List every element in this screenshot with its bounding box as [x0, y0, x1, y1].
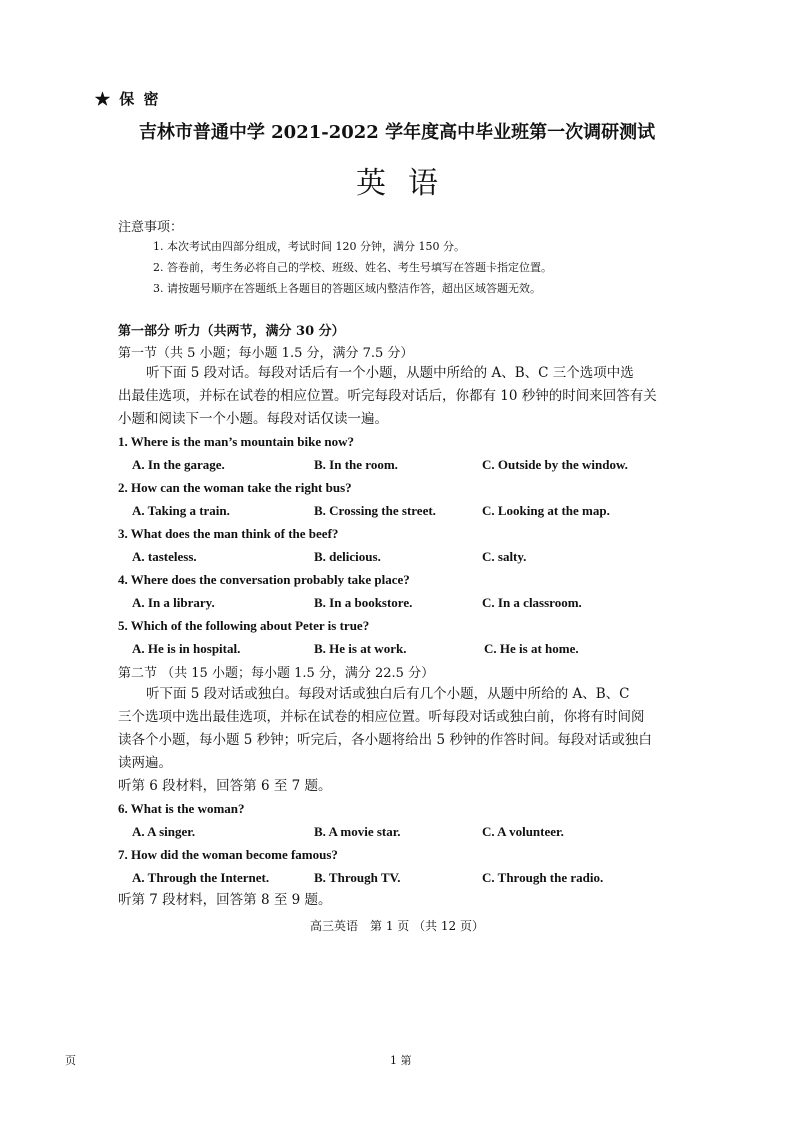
page-mark-right: 1 第	[390, 1054, 412, 1067]
question-1-option-b: B. In the room.	[314, 457, 398, 472]
section2-instruction-1: 听下面 5 段对话或独白。每段对话或独白后有几个小题，从题中所给的 A、B、C	[146, 686, 630, 702]
question-3-option-b: B. delicious.	[314, 549, 381, 564]
question-2: 2. How can the woman take the right bus?	[118, 480, 352, 495]
question-2-option-c: C. Looking at the map.	[482, 503, 610, 518]
question-5-option-b: B. He is at work.	[314, 641, 407, 656]
question-5-option-a: A. He is in hospital.	[132, 641, 241, 656]
question-3-option-c: C. salty.	[482, 549, 527, 564]
section1-heading: 第一节（共 5 小题；每小题 1.5 分，满分 7.5 分）	[118, 346, 414, 361]
question-4: 4. Where does the conversation probably take place?	[118, 572, 410, 587]
section2-instruction-3: 读各个小题，每小题 5 秒钟；听完后，各小题将给出 5 秒钟的作答时间。每段对话或独白	[118, 732, 652, 748]
notice-item-1: 1. 本次考试由四部分组成，考试时间 120 分钟，满分 150 分。	[153, 240, 465, 253]
question-2-option-a: A. Taking a train.	[132, 503, 230, 518]
section1-instruction-2: 出最佳选项，并标在试卷的相应位置。听完每段对话后，你都有 10 秒钟的时间来回答有关	[118, 388, 657, 404]
confidential-label: ★ 保 密	[95, 90, 161, 108]
part1-heading: 第一部分 听力（共两节，满分 30 分）	[118, 324, 345, 339]
question-7-option-a: A. Through the Internet.	[132, 870, 270, 885]
question-7-option-c: C. Through the radio.	[482, 870, 604, 885]
page-footer: 高三英语 第 1 页 （共 12 页）	[310, 919, 484, 933]
section1-instruction-3: 小题和阅读下一个小题。每段对话仅读一遍。	[118, 411, 388, 427]
question-1: 1. Where is the man’s mountain bike now?	[118, 434, 354, 449]
question-1-option-a: A. In the garage.	[132, 457, 225, 472]
notice-item-2: 2. 答卷前，考生务必将自己的学校、班级、姓名、考生号填写在答题卡指定位置。	[153, 261, 552, 274]
section1-instruction-1: 听下面 5 段对话。每段对话后有一个小题，从题中所给的 A、B、C 三个选项中选	[146, 365, 634, 381]
material-6-instruction: 听第 6 段材料，回答第 6 至 7 题。	[118, 778, 332, 794]
material-7-instruction: 听第 7 段材料，回答第 8 至 9 题。	[118, 892, 332, 908]
question-7: 7. How did the woman become famous?	[118, 847, 338, 862]
section2-instruction-4: 读两遍。	[118, 755, 172, 771]
notice-heading: 注意事项：	[118, 220, 184, 235]
question-4-option-b: B. In a bookstore.	[314, 595, 413, 610]
question-6-option-b: B. A movie star.	[314, 824, 401, 839]
notice-item-3: 3. 请按题号顺序在答题纸上各题目的答题区域内整洁作答，超出区域答题无效。	[153, 282, 541, 295]
question-5-option-c: C. He is at home.	[484, 641, 579, 656]
question-6: 6. What is the woman?	[118, 801, 245, 816]
question-7-option-b: B. Through TV.	[314, 870, 401, 885]
subject-title: 英语	[356, 166, 460, 201]
section2-heading: 第二节 （共 15 小题；每小题 1.5 分，满分 22.5 分）	[118, 666, 435, 681]
exam-title: 吉林市普通中学 2021-2022 学年度高中毕业班第一次调研测试	[138, 122, 656, 143]
question-6-option-c: C. A volunteer.	[482, 824, 564, 839]
question-5: 5. Which of the following about Peter is true?	[118, 618, 370, 633]
question-2-option-b: B. Crossing the street.	[314, 503, 436, 518]
question-3-option-a: A. tasteless.	[132, 549, 197, 564]
section2-instruction-2: 三个选项中选出最佳选项，并标在试卷的相应位置。听每段对话或独白前，你将有时间阅	[118, 709, 645, 725]
question-4-option-a: A. In a library.	[132, 595, 215, 610]
question-1-option-c: C. Outside by the window.	[482, 457, 628, 472]
question-4-option-c: C. In a classroom.	[482, 595, 582, 610]
page-mark-left: 页	[65, 1054, 76, 1067]
question-3: 3. What does the man think of the beef?	[118, 526, 339, 541]
question-6-option-a: A. A singer.	[132, 824, 196, 839]
